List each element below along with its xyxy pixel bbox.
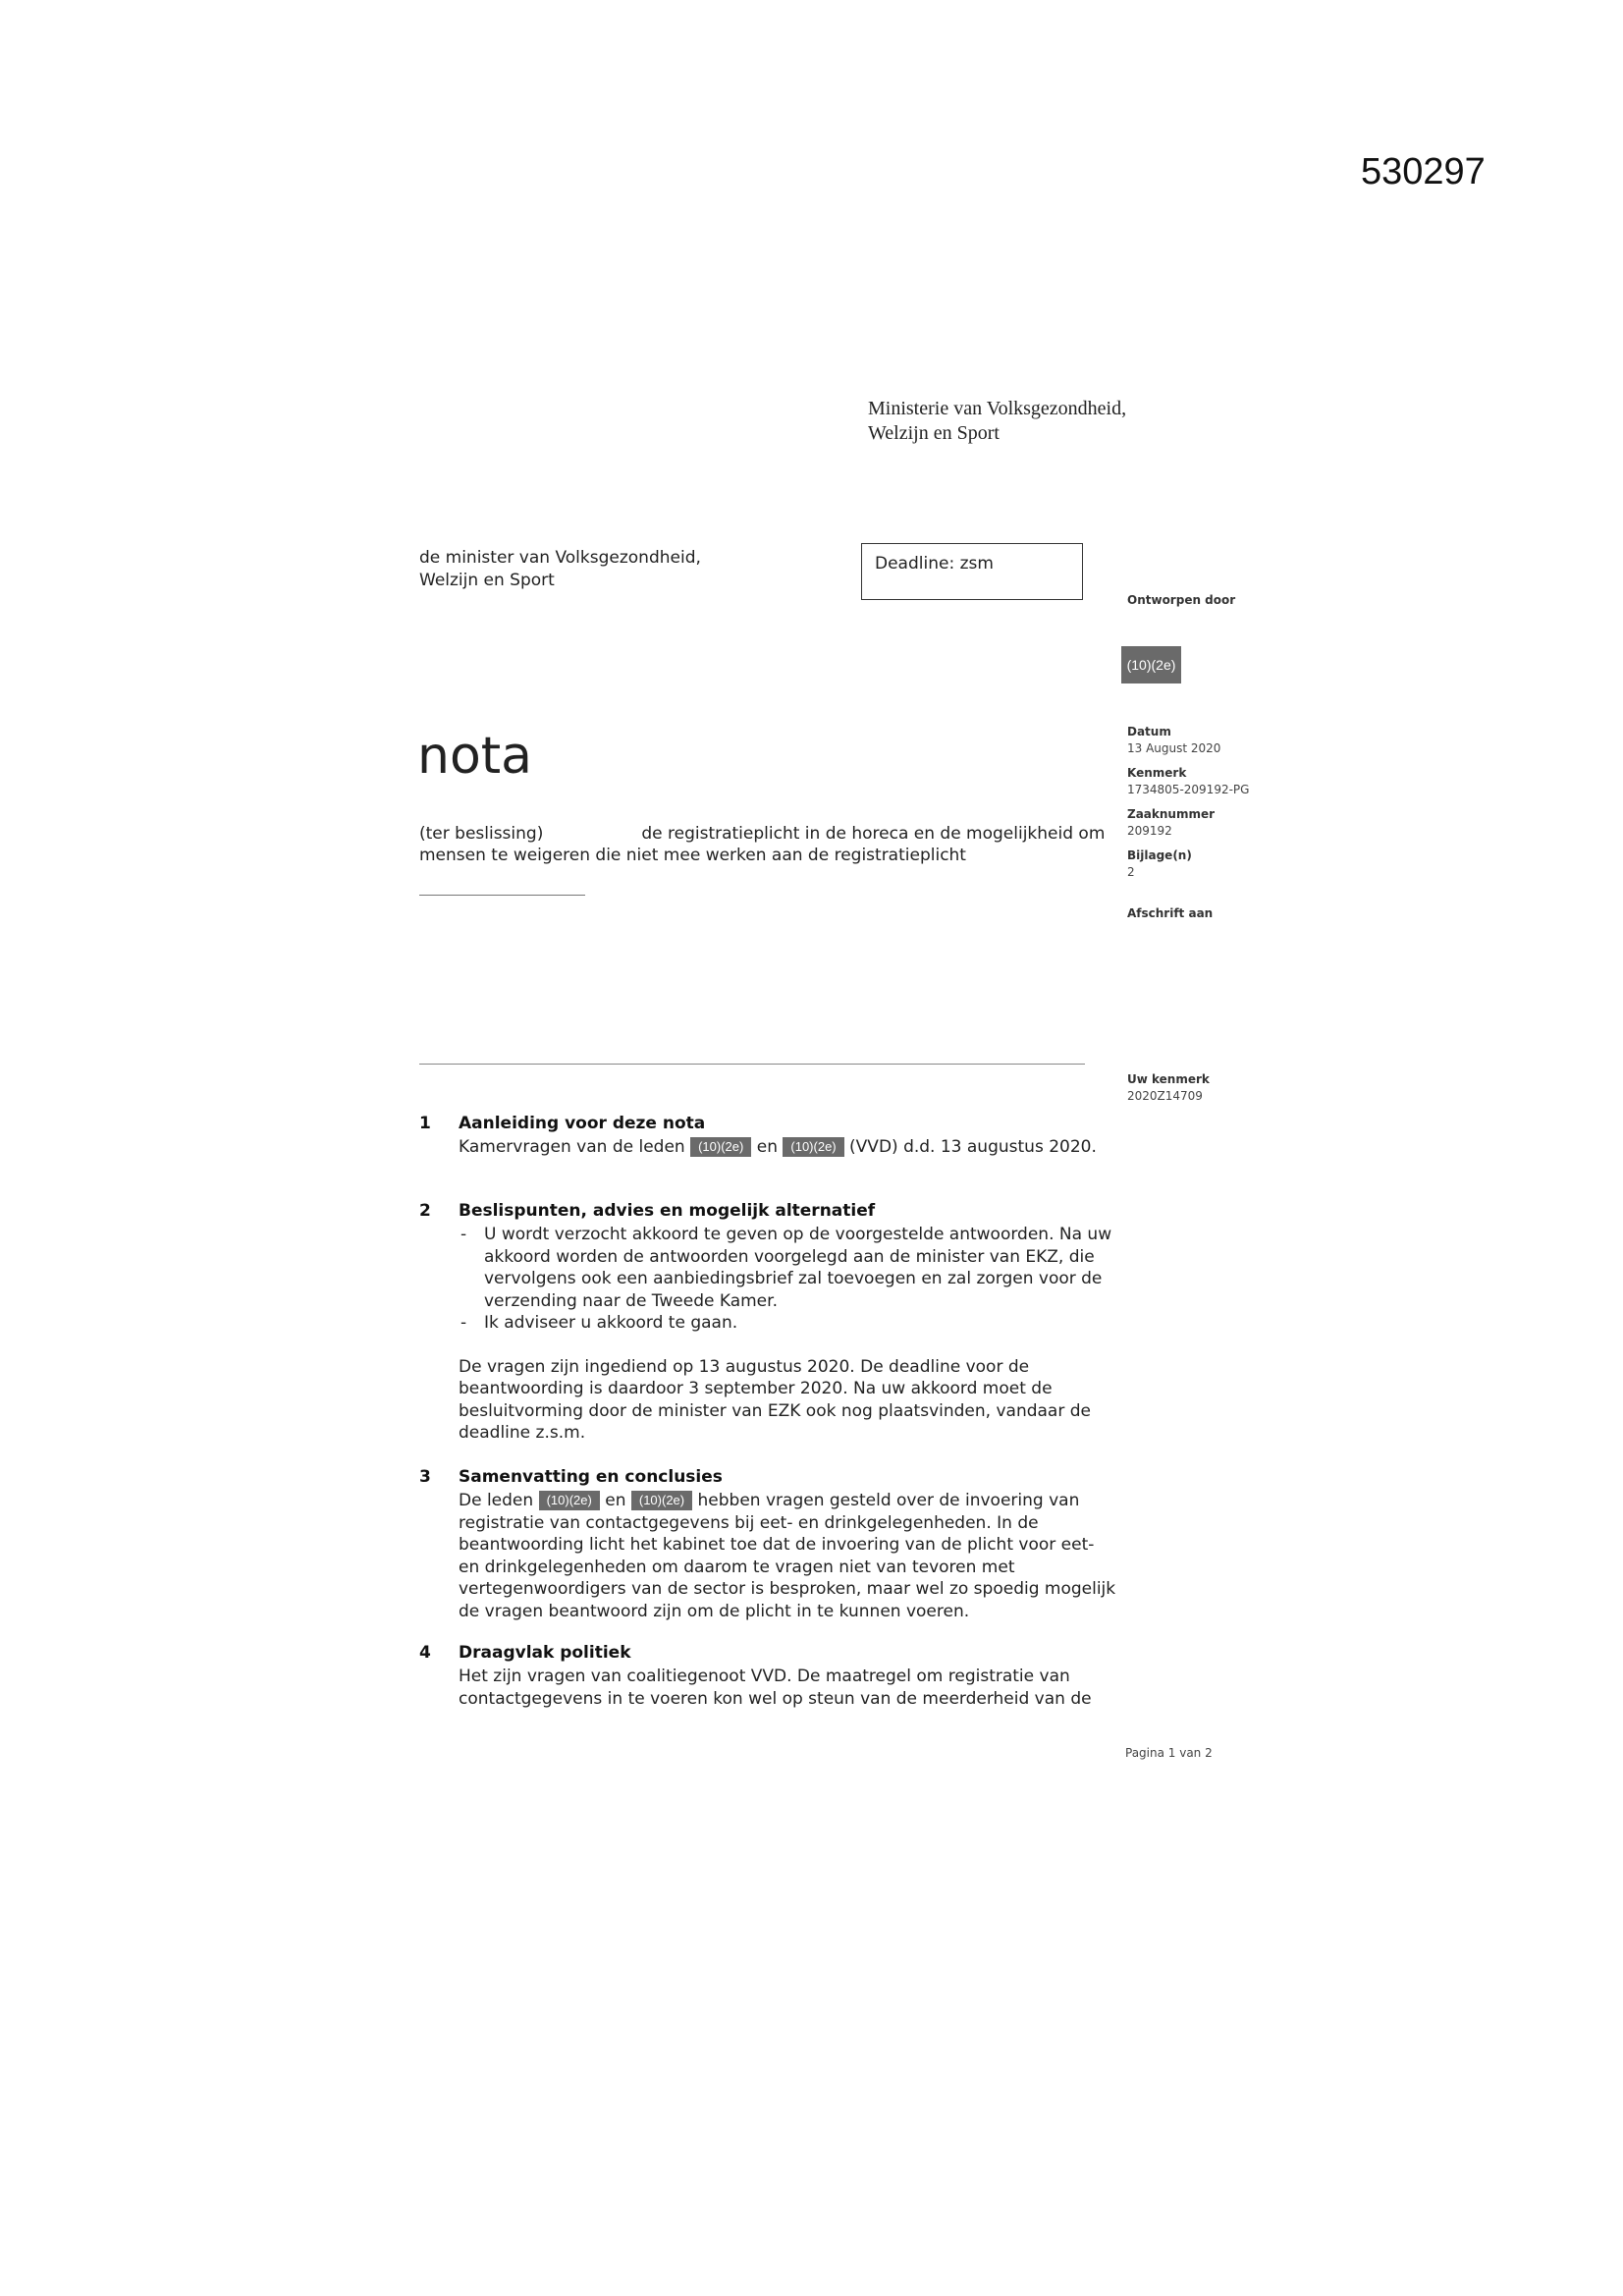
date-label: Datum bbox=[1127, 725, 1171, 738]
section-1-text-before: Kamervragen van de leden bbox=[459, 1137, 685, 1157]
attachments-value: 2 bbox=[1127, 865, 1135, 879]
section-4-heading: Draagvlak politiek bbox=[459, 1643, 631, 1663]
section-3-text-after: hebben vragen gesteld over de invoering van registratie van contactgegevens bij eet- en drinkgelegenheden. In de beantwoording licht het kabinet toe dat de invoering van de plicht voor eet- en drinkgelegenheden om daarom te vragen niet van tevoren met vertegenwoordigers van de sector is besproken, maar wel zo spoedig mogelijk de vragen beantwoord zijn om de plicht in te kunnen voeren. bbox=[459, 1491, 1116, 1621]
attachments-label: Bijlage(n) bbox=[1127, 848, 1192, 862]
section-2-bullet-2: - Ik adviseer u akkoord te gaan. bbox=[459, 1312, 1116, 1335]
divider-long bbox=[419, 1064, 1085, 1065]
divider-short bbox=[419, 895, 585, 896]
section-3-body bbox=[459, 1490, 1116, 1622]
redaction-member-2: (10)(2e) bbox=[783, 1137, 843, 1157]
section-1-heading: Aanleiding voor deze nota bbox=[459, 1114, 706, 1133]
subject-prefix: (ter beslissing) bbox=[419, 824, 544, 844]
addressee-line-1: de minister van Volksgezondheid, bbox=[419, 548, 701, 568]
subject-text: de registratieplicht in de horeca en de mogelijkheid om mensen te weigeren die niet mee werken aan de registratieplicht bbox=[419, 824, 1106, 865]
copy-to-label: Afschrift aan bbox=[1127, 906, 1214, 920]
case-number-value: 209192 bbox=[1127, 824, 1172, 838]
your-reference-value: 2020Z14709 bbox=[1127, 1089, 1203, 1103]
redaction-member-4: (10)(2e) bbox=[631, 1491, 692, 1510]
reference-value: 1734805-209192-PG bbox=[1127, 783, 1250, 796]
deadline-box bbox=[861, 543, 1083, 600]
ministry-line-1: Ministerie van Volksgezondheid, bbox=[868, 398, 1127, 419]
your-reference-label: Uw kenmerk bbox=[1127, 1072, 1210, 1086]
section-4-number: 4 bbox=[419, 1643, 431, 1663]
reference-label: Kenmerk bbox=[1127, 766, 1187, 780]
subject bbox=[419, 823, 1116, 866]
redaction-designer: (10)(2e) bbox=[1121, 646, 1181, 683]
section-2-bullet-1: - U wordt verzocht akkoord te geven op de voorgestelde antwoorden. Na uw akkoord worden de antwoorden voorgelegd aan de minister van EKZ, die vervolgens ook een aanbiedingsbrief zal toevoegen en zal zorgen voor de verzending naar de Tweede Kamer. bbox=[459, 1224, 1116, 1312]
section-3-text-and: en bbox=[605, 1491, 626, 1510]
addressee-line-2: Welzijn en Sport bbox=[419, 571, 555, 590]
designed-by-label: Ontworpen door bbox=[1127, 593, 1236, 607]
section-1-body bbox=[459, 1136, 1116, 1159]
section-3-number: 3 bbox=[419, 1467, 431, 1487]
document-number: 530297 bbox=[1361, 151, 1486, 192]
redaction-member-3: (10)(2e) bbox=[539, 1491, 600, 1510]
case-number-label: Zaaknummer bbox=[1127, 807, 1216, 821]
addressee bbox=[419, 547, 701, 592]
section-2-paragraph: De vragen zijn ingediend op 13 augustus 2020. De deadline voor de beantwoording is daardoor 3 september 2020. Na uw akkoord moet de besluitvorming door de minister van EZK ook nog plaatsvinden, vandaar de deadline z.s.m. bbox=[459, 1356, 1091, 1443]
page-number: Pagina 1 van 2 bbox=[1125, 1746, 1213, 1760]
deadline-text: Deadline: zsm bbox=[875, 554, 994, 574]
ministry-name bbox=[868, 397, 1126, 446]
section-4-body: Het zijn vragen van coalitiegenoot VVD. De maatregel om registratie van contactgegevens in te voeren kon wel op steun van de meerderheid van de bbox=[459, 1667, 1092, 1709]
redaction-member-1: (10)(2e) bbox=[690, 1137, 751, 1157]
section-1-text-after: (VVD) d.d. 13 augustus 2020. bbox=[849, 1137, 1097, 1157]
section-2-body bbox=[459, 1224, 1116, 1445]
section-1-text-and: en bbox=[756, 1137, 778, 1157]
section-2-number: 2 bbox=[419, 1201, 431, 1221]
section-1-number: 1 bbox=[419, 1114, 431, 1133]
section-3-heading: Samenvatting en conclusies bbox=[459, 1467, 723, 1487]
ministry-line-2: Welzijn en Sport bbox=[868, 422, 1000, 444]
document-title: nota bbox=[417, 727, 533, 786]
section-2-bullets bbox=[459, 1224, 1116, 1335]
date-value: 13 August 2020 bbox=[1127, 741, 1221, 755]
section-3-text-before: De leden bbox=[459, 1491, 534, 1510]
section-2-heading: Beslispunten, advies en mogelijk alternatief bbox=[459, 1201, 876, 1221]
